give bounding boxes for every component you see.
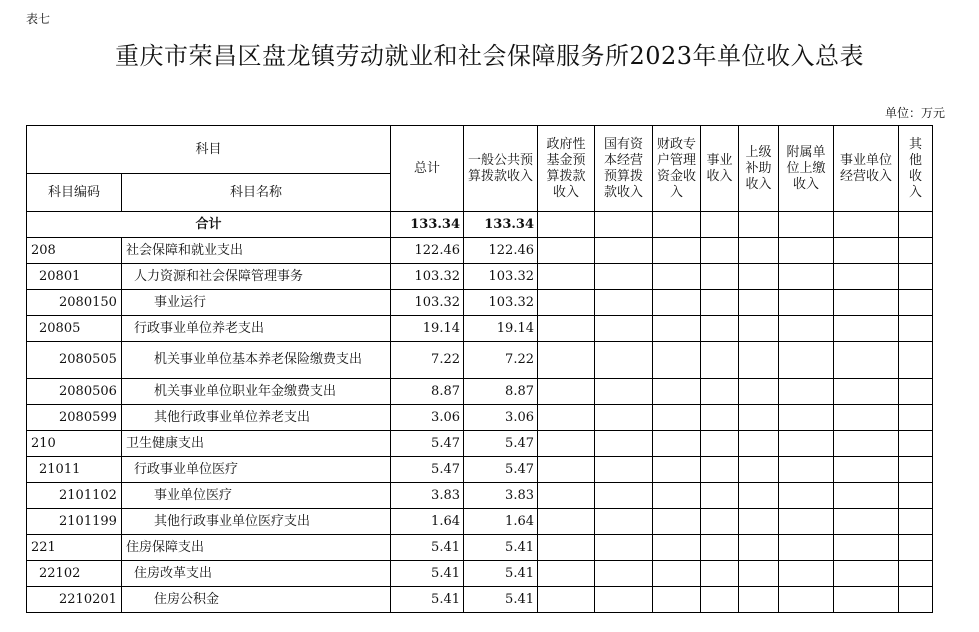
header-name: 科目名称 [122, 174, 391, 212]
row-name: 其他行政事业单位医疗支出 [122, 509, 391, 535]
income-summary-table [26, 125, 933, 613]
header-operating: 事业单位经营收入 [834, 126, 899, 212]
row-general: 122.46 [464, 238, 538, 264]
row-code: 2210201 [27, 587, 122, 613]
header-general-budget: 一般公共预算拨款收入 [464, 126, 538, 212]
header-subsidy: 上级补助收入 [739, 126, 779, 212]
row-general: 103.32 [464, 290, 538, 316]
row-general: 19.14 [464, 316, 538, 342]
header-total: 总计 [391, 126, 464, 212]
row-name: 住房公积金 [122, 587, 391, 613]
header-state-capital: 国有资本经营预算拨款收入 [595, 126, 653, 212]
row-general: 103.32 [464, 264, 538, 290]
row-total: 103.32 [391, 264, 464, 290]
row-general: 5.47 [464, 457, 538, 483]
row-total: 3.83 [391, 483, 464, 509]
row-total: 5.41 [391, 561, 464, 587]
row-name: 社会保障和就业支出 [122, 238, 391, 264]
table-row [27, 290, 933, 316]
row-total: 3.06 [391, 405, 464, 431]
row-code: 20805 [27, 316, 122, 342]
row-total: 5.47 [391, 431, 464, 457]
row-name: 行政事业单位医疗 [122, 457, 391, 483]
header-subject: 科目 [27, 126, 391, 174]
row-code: 2101199 [27, 509, 122, 535]
row-general: 1.64 [464, 509, 538, 535]
row-code: 22102 [27, 561, 122, 587]
row-name: 人力资源和社会保障管理事务 [122, 264, 391, 290]
row-total: 1.64 [391, 509, 464, 535]
row-total: 122.46 [391, 238, 464, 264]
table-row [27, 342, 933, 379]
row-general: 5.41 [464, 535, 538, 561]
header-special-fund: 财政专户管理资金收入 [653, 126, 701, 212]
row-general: 5.41 [464, 561, 538, 587]
row-general: 5.41 [464, 587, 538, 613]
table-row [27, 431, 933, 457]
header-business-income: 事业收入 [701, 126, 739, 212]
table-row [27, 457, 933, 483]
total-row [27, 212, 933, 238]
row-code: 210 [27, 431, 122, 457]
unit-label: 单位：万元 [884, 106, 945, 120]
table-row [27, 483, 933, 509]
row-code: 2080505 [27, 342, 122, 379]
total-sum: 133.34 [391, 212, 464, 238]
row-name: 事业运行 [122, 290, 391, 316]
table-row [27, 405, 933, 431]
row-name: 卫生健康支出 [122, 431, 391, 457]
row-code: 2101102 [27, 483, 122, 509]
row-total: 5.41 [391, 587, 464, 613]
page-title: 重庆市荣昌区盘龙镇劳动就业和社会保障服务所2023年单位收入总表 [114, 42, 865, 70]
table-row [27, 316, 933, 342]
row-name: 事业单位医疗 [122, 483, 391, 509]
total-general: 133.34 [464, 212, 538, 238]
header-affiliated: 附属单位上缴收入 [779, 126, 834, 212]
table-row [27, 509, 933, 535]
header-gov-fund: 政府性基金预算拨款收入 [538, 126, 595, 212]
row-general: 8.87 [464, 379, 538, 405]
table-row [27, 238, 933, 264]
table-row [27, 264, 933, 290]
table-row [27, 587, 933, 613]
row-total: 19.14 [391, 316, 464, 342]
row-name: 行政事业单位养老支出 [122, 316, 391, 342]
row-code: 2080506 [27, 379, 122, 405]
row-code: 2080150 [27, 290, 122, 316]
table-row [27, 561, 933, 587]
row-name: 其他行政事业单位养老支出 [122, 405, 391, 431]
row-code: 2080599 [27, 405, 122, 431]
row-code: 221 [27, 535, 122, 561]
row-code: 20801 [27, 264, 122, 290]
row-total: 103.32 [391, 290, 464, 316]
table-row [27, 535, 933, 561]
total-label: 合计 [27, 212, 391, 238]
row-general: 7.22 [464, 342, 538, 379]
row-name: 住房改革支出 [122, 561, 391, 587]
row-total: 5.47 [391, 457, 464, 483]
row-general: 5.47 [464, 431, 538, 457]
row-name: 机关事业单位基本养老保险缴费支出 [122, 342, 391, 379]
header-other: 其他收入 [899, 126, 933, 212]
row-name: 机关事业单位职业年金缴费支出 [122, 379, 391, 405]
row-general: 3.83 [464, 483, 538, 509]
row-total: 8.87 [391, 379, 464, 405]
table-row [27, 379, 933, 405]
header-code: 科目编码 [27, 174, 122, 212]
table-number: 表七 [26, 12, 51, 26]
row-code: 208 [27, 238, 122, 264]
row-total: 5.41 [391, 535, 464, 561]
row-total: 7.22 [391, 342, 464, 379]
row-name: 住房保障支出 [122, 535, 391, 561]
row-general: 3.06 [464, 405, 538, 431]
row-code: 21011 [27, 457, 122, 483]
